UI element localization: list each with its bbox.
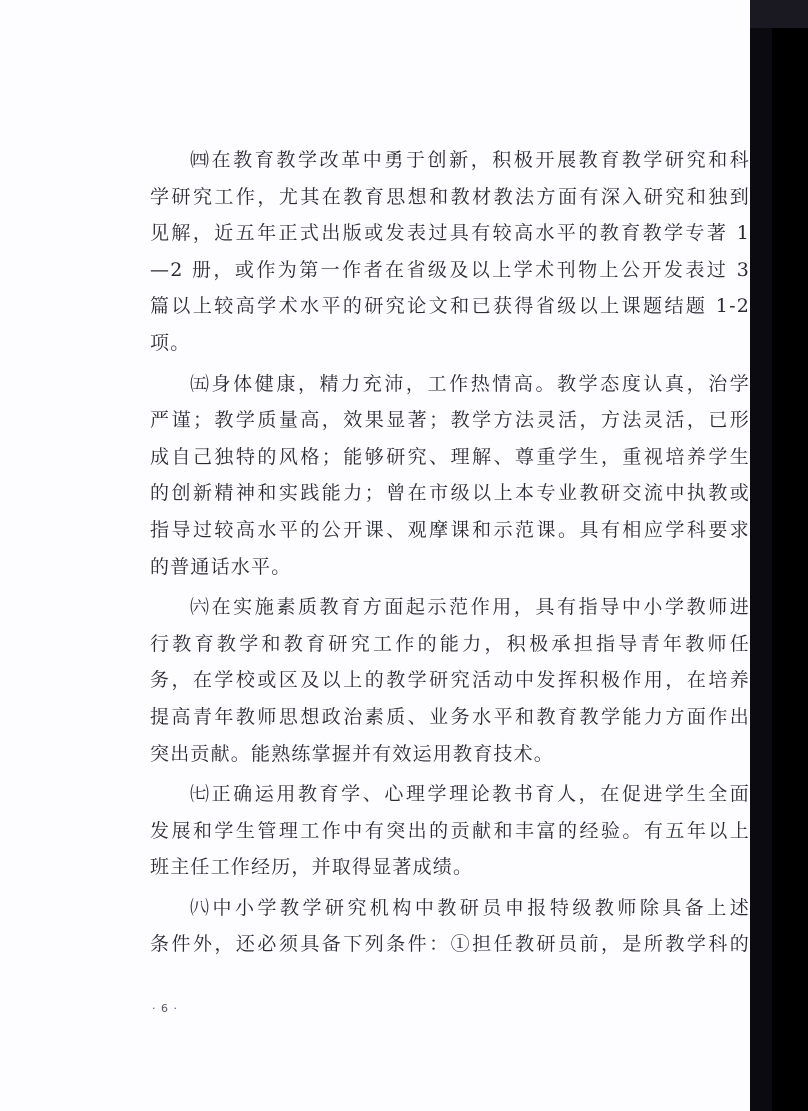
text-line: 突出贡献。能熟练掌握并有效运用教育技术。 xyxy=(150,742,555,765)
text-line: 发展和学生管理工作中有突出的贡献和丰富的经验。有五年以上 xyxy=(150,819,750,842)
text-line: 的创新精神和实践能力；曾在市级以上本专业教研交流中执教或 xyxy=(150,482,750,505)
paragraph-5 xyxy=(150,366,750,586)
text-line: ㈣在教育教学改革中勇于创新，积极开展教育教学研究和科 xyxy=(190,149,750,171)
text-line: ㈥在实施素质教育方面起示范作用，具有指导中小学教师进 xyxy=(190,596,750,619)
text-line: 见解，近五年正式出版或发表过具有较高水平的教育教学专著 1 xyxy=(150,222,750,245)
text-line: 行教育教学和教育研究工作的能力，积极承担指导青年教师任 xyxy=(150,632,750,655)
text-line: 提高青年教师思想政治素质、业务水平和教育教学能力方面作出 xyxy=(150,705,750,728)
text-line: 的普通话水平。 xyxy=(150,555,292,578)
paragraph-7 xyxy=(150,776,750,886)
text-line: 项。 xyxy=(150,331,191,354)
text-line: 成自己独特的风格；能够研究、理解、尊重学生，重视培养学生 xyxy=(150,445,750,468)
text-line: ㈦正确运用教育学、心理学理论教书育人，在促进学生全面 xyxy=(190,783,750,806)
text-line: —2 册，或作为第一作者在省级及以上学术刊物上公开发表过 3 xyxy=(150,258,750,281)
paragraph-6 xyxy=(150,589,750,772)
paragraph-8 xyxy=(150,890,750,963)
text-line: ㈧中小学教学研究机构中教研员申报特级教师除具备上述 xyxy=(190,896,750,919)
text-line: ㈤身体健康，精力充沛，工作热情高。教学态度认真，治学 xyxy=(190,372,750,395)
scanner-edge-top xyxy=(750,0,808,28)
text-line: 务，在学校或区及以上的教学研究活动中发挥积极作用，在培养 xyxy=(150,669,750,692)
body-text xyxy=(150,142,750,963)
text-line: 班主任工作经历，并取得显著成绩。 xyxy=(150,856,474,879)
page-number: · 6 · xyxy=(152,1002,178,1015)
paragraph-4 xyxy=(150,142,750,362)
scanner-edge-dark xyxy=(772,0,808,1111)
text-line: 条件外，还必须具备下列条件：①担任教研员前，是所教学科的 xyxy=(150,933,750,956)
text-line: 篇以上较高学术水平的研究论文和已获得省级以上课题结题 1-2 xyxy=(150,295,750,318)
text-line: 指导过较高水平的公开课、观摩课和示范课。具有相应学科要求 xyxy=(150,518,750,541)
text-line: 严谨；教学质量高，效果显著；教学方法灵活，方法灵活，已形 xyxy=(150,409,750,432)
text-line: 学研究工作，尤其在教育思想和教材教法方面有深入研究和独到 xyxy=(150,185,750,208)
